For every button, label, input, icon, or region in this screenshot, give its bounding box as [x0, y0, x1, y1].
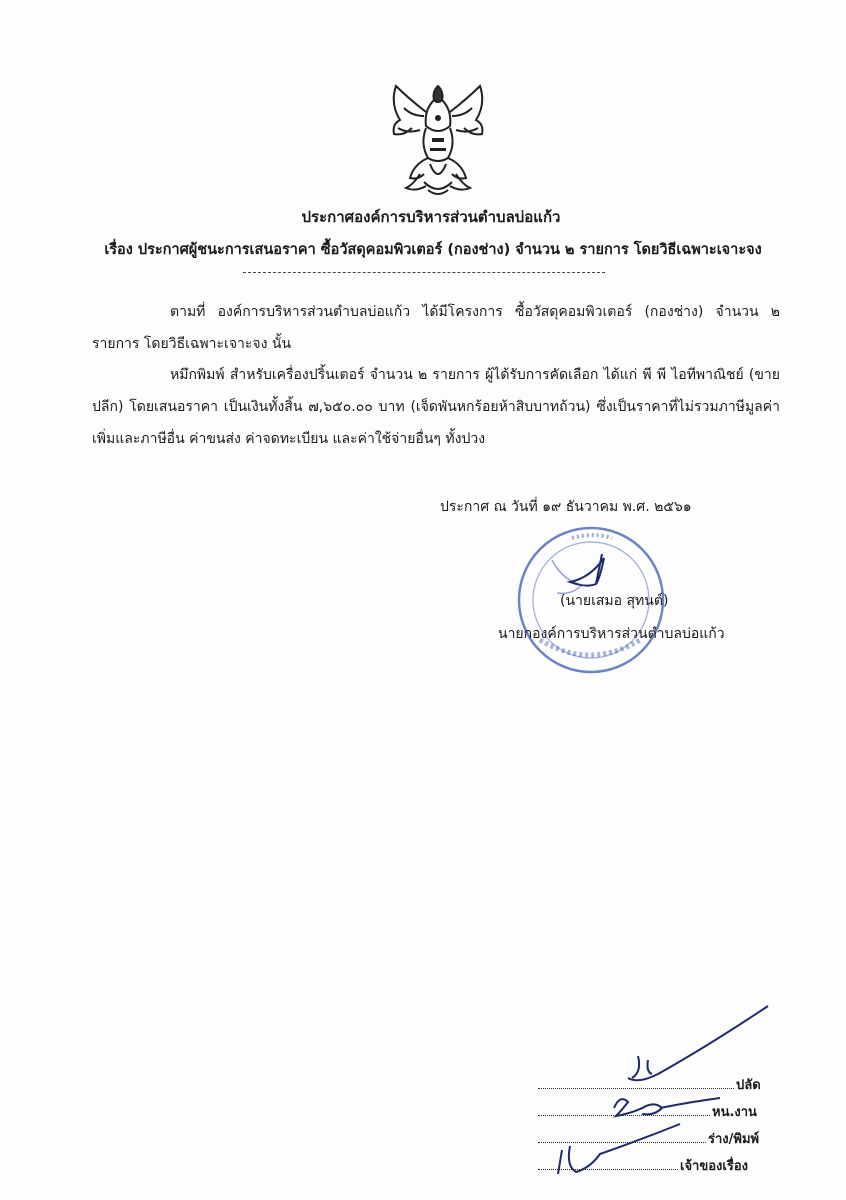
routing-line-draft — [538, 1128, 759, 1149]
paragraph-project: ตามที่ องค์การบริหารส่วนตำบลบ่อแก้ว ได้มีโครงการ ซื้อวัสดุคอมพิวเตอร์ (กองช่าง) จำนวน ๒ รายการ โดยวิธีเฉพาะเจาะจง นั้น — [92, 304, 780, 352]
routing-line-head — [538, 1101, 757, 1122]
paragraph-winner: หมึกพิมพ์ สำหรับเครื่องปริ้นเตอร์ จำนวน ๒ รายการ ผู้ได้รับการคัดเลือก ได้แก่ พี พี ไอทีพาณิชย์ (ขายปลีก) โดยเสนอราคา เป็นเงินทั้งสิ้น ๗,๖๕๐.๐๐ บาท (เจ็ดพันหกร้อยห้าสิบบาทถ้วน) ซึ่งเป็นราคาที่ไม่รวมภาษีมูลค่าเพิ่มและภาษีอื่น ค่าขนส่ง ค่าจดทะเบียน และค่าใช้จ่ายอื่นๆ ทั้งปวง — [92, 367, 780, 447]
routing-line-owner — [538, 1155, 748, 1176]
routing-line-deputy — [538, 1074, 761, 1095]
announcement-subject: เรื่อง ประกาศผู้ชนะการเสนอราคา ซื้อวัสดุคอมพิวเตอร์ (กองช่าง) จำนวน ๒ รายการ โดยวิธีเฉพาะเจาะจง — [104, 242, 762, 258]
routing-label-draft: ร่าง/พิมพ์ — [708, 1132, 760, 1147]
routing-label-owner: เจ้าของเรื่อง — [680, 1159, 748, 1174]
routing-label-head: หน.งาน — [712, 1105, 757, 1120]
signer-position: นายกองค์การบริหารส่วนตำบลบ่อแก้ว — [498, 626, 725, 642]
announcement-title: ประกาศองค์การบริหารส่วนตำบลบ่อแก้ว — [301, 208, 561, 226]
signer-name: (นายเสมอ สุทนต์) — [560, 593, 669, 609]
divider-line — [243, 272, 605, 273]
announcement-date: ประกาศ ณ วันที่ ๑๙ ธันวาคม พ.ศ. ๒๕๖๑ — [440, 499, 692, 515]
routing-label-deputy: ปลัด — [736, 1078, 761, 1093]
garuda-emblem-icon — [384, 78, 492, 200]
